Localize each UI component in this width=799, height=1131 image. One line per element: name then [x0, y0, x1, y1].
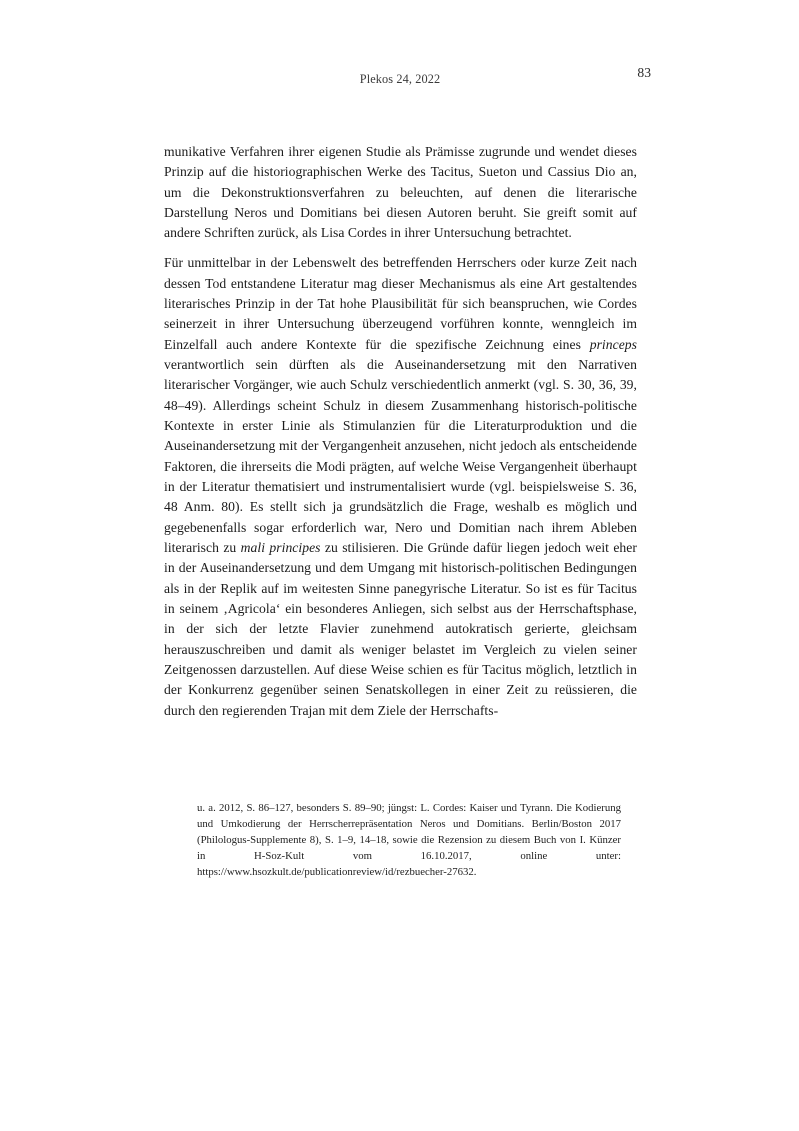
paragraph-second [164, 253, 637, 721]
page-number: 83 [637, 65, 651, 80]
latin-term-mali-principes: mali principes [240, 540, 321, 556]
footnote-text [197, 800, 621, 880]
body-text-block [164, 142, 637, 721]
paragraph-second-part-1: Für unmittelbar in der Lebenswelt des betreffenden Herrschers oder kurze Zeit nach dessen Tod entstandene Literatur mag dieser Mechanismus als eine Art gestaltendes literarisches Prinzip in der Tat hohe Plausibilität für sich beanspruchen, wie Cordes seinerzeit in ihrer Untersuchung überzeugend vorführen konnte, wenngleich im Einzelfall auch andere Kontexte für die spezifische Zeichnung eines [164, 255, 637, 352]
running-head [164, 65, 651, 92]
footnote-link[interactable]: https://www.hsozkult.de/publicationreview/id/rezbuecher-27632. [197, 866, 477, 879]
paragraph-second-part-3: zu stilisieren. Die Gründe dafür liegen jedoch weit eher in der Auseinandersetzung und dem Umgang mit historisch-politischen Bedingungen als in der Replik auf im weitesten Sinne panegyrische Literatur. So ist es für Tacitus in seinem ‚Agricola‘ ein besonderes Anliegen, sich selbst aus der Herrschaftsphase, in der sich der letzte Flavier zunehmend autokratisch gerierte, gleichsam herauszuschreiben und damit als weniger belastet im Vergleich zu vielen seiner Zeitgenossen darzustellen. Auf diese Weise schien es für Tacitus möglich, letztlich in der Konkurrenz gegenüber seinen Senatskollegen in einer Zeit zu reüssieren, die durch den regierenden Trajan mit dem Ziele der Herrschafts- [164, 540, 637, 718]
footnote-citation: u. a. 2012, S. 86–127, besonders S. 89–90; jüngst: L. Cordes: Kaiser und Tyrann. Die Kodierung und Umkodierung der Herrscherrepräsentation Neros und Domitians. Berlin/Boston 2017 (Philologus-Supplemente 8), S. 1–9, 14–18, sowie die Rezension zu diesem Buch von I. Künzer in H-Soz-Kult vom 16.10.2017, online unter: [197, 802, 621, 863]
paragraph-second-part-2: verantwortlich sein dürften als die Auseinandersetzung mit den Narrativen literarischer Vorgänger, wie auch Schulz verschiedentlich anmerkt (vgl. S. 30, 36, 39, 48–49). Allerdings scheint Schulz in diesem Zusammenhang historisch-politische Kontexte in erster Linie als Stimulanzien für die Literaturproduktion und die Auseinandersetzung mit der Vergangenheit anzusehen, nicht jedoch als entscheidende Faktoren, die ihrerseits die Modi prägten, auf welche Weise Vergangenheit überhaupt in der Literatur thematisiert und instrumentalisiert wurde (vgl. beispielsweise S. 36, 48 Anm. 80). Es stellt sich ja grundsätzlich die Frage, weshalb es möglich und gegebenenfalls sogar erforderlich war, Nero und Domitian nach ihrem Ableben literarisch zu [164, 356, 637, 556]
running-head-journal-title: Plekos 24, 2022 [359, 72, 441, 86]
footnote-continuation-block [197, 800, 621, 880]
paragraph-continued: munikative Verfahren ihrer eigenen Studie als Prämisse zugrunde und wendet dieses Prinzip auf die historiographischen Werke des Tacitus, Sueton und Cassius Dio an, um die Dekonstruktionsverfahren zu beleuchten, auf denen die literarische Darstellung Neros und Domitians bei diesen Autoren beruht. Sie greift somit auf andere Schriften zurück, als Lisa Cordes in ihrer Untersuchung betrachtet. [164, 144, 637, 241]
latin-term-princeps: princeps [589, 336, 637, 352]
